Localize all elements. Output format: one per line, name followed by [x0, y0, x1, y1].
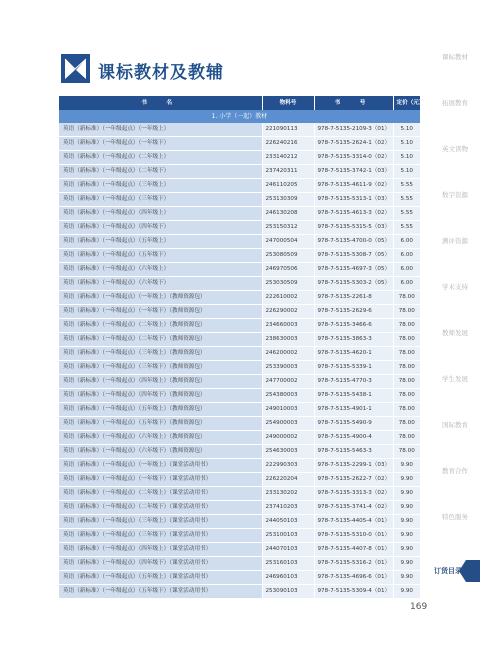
sidebar-item[interactable]: [425, 374, 480, 420]
cell-title: 英语（新标准）（一年级起点）（四年级下）（课堂活动用书）: [59, 557, 262, 571]
cell-code: 253090103: [262, 585, 314, 599]
cell-price: 78.00: [393, 305, 420, 319]
cell-title: 英语（新标准）（一年级起点）（四年级上）（课堂活动用书）: [59, 543, 262, 557]
cell-price: 9.90: [393, 515, 420, 529]
cell-code: 253130309: [262, 193, 314, 207]
sidebar-item-label: 教师发展: [442, 329, 468, 337]
cell-price: 78.00: [393, 291, 420, 305]
sidebar-item[interactable]: [425, 190, 480, 236]
cell-price: 5.10: [393, 137, 420, 151]
catalog-table: [59, 96, 425, 599]
cell-title: 英语（新标准）（一年级起点）（一年级上）: [59, 123, 262, 137]
cell-code: 238630003: [262, 333, 314, 347]
sidebar-item-label: 学生发展: [442, 375, 468, 383]
table-row: [59, 515, 420, 529]
cell-code: 246110205: [262, 179, 314, 193]
cell-code: 254630003: [262, 445, 314, 459]
cell-title: 英语（新标准）（一年级起点）（一年级下）: [59, 137, 262, 151]
cell-price: 78.00: [393, 347, 420, 361]
cell-code: 253080509: [262, 249, 314, 263]
table-row: [59, 431, 420, 445]
cell-price: 5.55: [393, 207, 420, 221]
cell-title: 英语（新标准）（一年级起点）（一年级下）（教师资源包）: [59, 305, 262, 319]
cell-price: 78.00: [393, 417, 420, 431]
table-row: [59, 543, 420, 557]
cell-isbn: 978-7-5135-4696-6（01）: [314, 571, 393, 585]
table-row: [59, 249, 420, 263]
table-row: [59, 179, 420, 193]
cell-title: 英语（新标准）（一年级起点）（四年级上）: [59, 207, 262, 221]
cell-price: 78.00: [393, 319, 420, 333]
cell-price: 5.10: [393, 151, 420, 165]
active-tab-marker: [466, 560, 480, 582]
cell-code: 222990303: [262, 459, 314, 473]
cell-price: 9.90: [393, 459, 420, 473]
sidebar-item-label: 测评资源: [442, 237, 468, 245]
cell-price: 9.90: [393, 543, 420, 557]
cell-isbn: 978-7-5135-2629-6: [314, 305, 393, 319]
table-row: [59, 403, 420, 417]
table-row: [59, 221, 420, 235]
cell-code: 246970506: [262, 263, 314, 277]
cell-isbn: 978-7-5135-2261-8: [314, 291, 393, 305]
cell-price: 78.00: [393, 361, 420, 375]
cell-price: 5.10: [393, 165, 420, 179]
cell-price: 9.90: [393, 529, 420, 543]
cell-price: 78.00: [393, 333, 420, 347]
cell-title: 英语（新标准）（一年级起点）（四年级下）: [59, 221, 262, 235]
cell-title: 英语（新标准）（一年级起点）（二年级上）（教师资源包）: [59, 319, 262, 333]
sidebar-item[interactable]: [425, 52, 480, 98]
cell-price: 78.00: [393, 445, 420, 459]
cell-title: 英语（新标准）（一年级起点）（五年级上）（教师资源包）: [59, 403, 262, 417]
cell-title: 英语（新标准）（一年级起点）（三年级下）（教师资源包）: [59, 361, 262, 375]
cell-isbn: 978-7-5135-5313-1（03）: [314, 193, 393, 207]
cell-code: 244050103: [262, 515, 314, 529]
cell-isbn: 978-7-5135-4901-1: [314, 403, 393, 417]
cell-code: 221090113: [262, 123, 314, 137]
cell-isbn: 978-7-5135-4407-8（01）: [314, 543, 393, 557]
cell-title: 英语（新标准）（一年级起点）（三年级下）: [59, 193, 262, 207]
sidebar-item-label: 数字资源: [442, 191, 468, 199]
sidebar-item-label: 教育合作: [442, 467, 468, 475]
cell-price: 9.90: [393, 473, 420, 487]
col-header-code: 物料号: [262, 96, 314, 110]
table-row: [59, 165, 420, 179]
cell-title: 英语（新标准）（一年级起点）（六年级上）: [59, 263, 262, 277]
cell-isbn: 978-7-5135-5309-4（01）: [314, 585, 393, 599]
sidebar-nav: [425, 52, 480, 604]
table-row: [59, 361, 420, 375]
cell-title: 英语（新标准）（一年级起点）（六年级下）: [59, 277, 262, 291]
cell-code: 233140212: [262, 151, 314, 165]
cell-title: 英语（新标准）（一年级起点）（二年级上）: [59, 151, 262, 165]
cell-title: 英语（新标准）（一年级起点）（一年级下）（课堂活动用书）: [59, 473, 262, 487]
cell-price: 78.00: [393, 389, 420, 403]
cell-isbn: 978-7-5135-4700-0（05）: [314, 235, 393, 249]
table-row: [59, 585, 420, 599]
cell-code: 247700002: [262, 375, 314, 389]
book-logo-icon: [61, 54, 90, 83]
cell-price: 5.10: [393, 123, 420, 137]
cell-code: 249010003: [262, 403, 314, 417]
cell-title: 英语（新标准）（一年级起点）（五年级下）（课堂活动用书）: [59, 585, 262, 599]
cell-code: 237420311: [262, 165, 314, 179]
sidebar-item-label: 特色服务: [442, 513, 468, 521]
sidebar-item[interactable]: [425, 144, 480, 190]
sidebar-item-label: 订货目录: [434, 567, 462, 575]
table-row: [59, 151, 420, 165]
section-title: 1. 小学（一起）教材: [59, 110, 420, 123]
table-row: [59, 375, 420, 389]
cell-price: 5.55: [393, 179, 420, 193]
cell-title: 英语（新标准）（一年级起点）（三年级上）: [59, 179, 262, 193]
page-title: 课标教材及教辅: [98, 63, 224, 83]
cell-isbn: 978-7-5135-5438-1: [314, 389, 393, 403]
cell-title: 英语（新标准）（一年级起点）（一年级上）（课堂活动用书）: [59, 459, 262, 473]
cell-title: 英语（新标准）（一年级起点）（五年级上）: [59, 235, 262, 249]
cell-isbn: 978-7-5135-5490-9: [314, 417, 393, 431]
cell-price: 9.90: [393, 585, 420, 599]
cell-isbn: 978-7-5135-5303-2（05）: [314, 277, 393, 291]
cell-code: 234660003: [262, 319, 314, 333]
table-row: [59, 347, 420, 361]
table-row: [59, 417, 420, 431]
sidebar-item[interactable]: [425, 466, 480, 512]
cell-code: 237410203: [262, 501, 314, 515]
col-header-title: 书 名: [59, 96, 262, 110]
table-row: [59, 319, 420, 333]
cell-isbn: 978-7-5135-3742-1（03）: [314, 165, 393, 179]
table-row: [59, 207, 420, 221]
table-row: [59, 501, 420, 515]
cell-code: 244070103: [262, 543, 314, 557]
cell-code: 254380003: [262, 389, 314, 403]
cell-title: 英语（新标准）（一年级起点）（一年级上）（教师资源包）: [59, 291, 262, 305]
cell-price: 9.90: [393, 501, 420, 515]
cell-title: 英语（新标准）（一年级起点）（五年级下）（教师资源包）: [59, 417, 262, 431]
cell-isbn: 978-7-5135-3863-3: [314, 333, 393, 347]
sidebar-item-label: 英文读物: [442, 145, 468, 153]
sidebar-item-label: 学术支持: [442, 283, 468, 291]
col-header-isbn: 书 号: [314, 96, 393, 110]
cell-code: 249000002: [262, 431, 314, 445]
table-row: [59, 557, 420, 571]
cell-code: 226240216: [262, 137, 314, 151]
cell-isbn: 978-7-5135-4613-3（02）: [314, 207, 393, 221]
cell-code: 226220204: [262, 473, 314, 487]
cell-isbn: 978-7-5135-2624-1（02）: [314, 137, 393, 151]
cell-code: 253150312: [262, 221, 314, 235]
cell-title: 英语（新标准）（一年级起点）（二年级上）（课堂活动用书）: [59, 487, 262, 501]
cell-price: 6.00: [393, 277, 420, 291]
sidebar-item[interactable]: [425, 282, 480, 328]
cell-code: 253030509: [262, 277, 314, 291]
table-row: [59, 389, 420, 403]
cell-price: 6.00: [393, 249, 420, 263]
cell-title: 英语（新标准）（一年级起点）（五年级上）（课堂活动用书）: [59, 571, 262, 585]
cell-title: 英语（新标准）（一年级起点）（五年级下）: [59, 249, 262, 263]
cell-price: 9.90: [393, 557, 420, 571]
table-header: [59, 96, 420, 110]
table-row: [59, 193, 420, 207]
cell-isbn: 978-7-5135-5339-1: [314, 361, 393, 375]
cell-code: 253160103: [262, 557, 314, 571]
cell-code: 226290002: [262, 305, 314, 319]
cell-code: 246960103: [262, 571, 314, 585]
cell-code: 233130202: [262, 487, 314, 501]
cell-title: 英语（新标准）（一年级起点）（六年级下）（教师资源包）: [59, 445, 262, 459]
cell-title: 英语（新标准）（一年级起点）（四年级上）（教师资源包）: [59, 375, 262, 389]
cell-price: 78.00: [393, 403, 420, 417]
cell-code: 246130208: [262, 207, 314, 221]
cell-isbn: 978-7-5135-3314-0（02）: [314, 151, 393, 165]
cell-title: 英语（新标准）（一年级起点）（三年级上）（课堂活动用书）: [59, 515, 262, 529]
cell-title: 英语（新标准）（一年级起点）（六年级上）（教师资源包）: [59, 431, 262, 445]
cell-price: 78.00: [393, 375, 420, 389]
cell-price: 9.90: [393, 487, 420, 501]
table-row: [59, 123, 420, 137]
table-row: [59, 333, 420, 347]
cell-isbn: 978-7-5135-4405-4（01）: [314, 515, 393, 529]
col-header-price: 定价（元）: [393, 96, 420, 110]
cell-title: 英语（新标准）（一年级起点）（三年级上）（教师资源包）: [59, 347, 262, 361]
sidebar-item[interactable]: [425, 512, 480, 558]
table-row: [59, 263, 420, 277]
sidebar-item[interactable]: [425, 98, 480, 144]
cell-price: 6.00: [393, 235, 420, 249]
cell-code: 246200002: [262, 347, 314, 361]
cell-title: 英语（新标准）（一年级起点）（二年级下）（教师资源包）: [59, 333, 262, 347]
cell-code: 253390003: [262, 361, 314, 375]
table-row: [59, 473, 420, 487]
table-row: [59, 529, 420, 543]
cell-isbn: 978-7-5135-5310-0（01）: [314, 529, 393, 543]
cell-isbn: 978-7-5135-4900-4: [314, 431, 393, 445]
cell-price: 78.00: [393, 431, 420, 445]
cell-isbn: 978-7-5135-4697-3（05）: [314, 263, 393, 277]
sidebar-item-label: 国际教育: [442, 421, 468, 429]
cell-isbn: 978-7-5135-4770-3: [314, 375, 393, 389]
cell-isbn: 978-7-5135-3741-4（02）: [314, 501, 393, 515]
cell-isbn: 978-7-5135-3466-6: [314, 319, 393, 333]
table-row: [59, 445, 420, 459]
cell-price: 9.90: [393, 571, 420, 585]
cell-title: 英语（新标准）（一年级起点）（二年级下）: [59, 165, 262, 179]
table-row: [59, 235, 420, 249]
cell-isbn: 978-7-5135-5308-7（05）: [314, 249, 393, 263]
cell-code: 247000504: [262, 235, 314, 249]
table-row: [59, 305, 420, 319]
sidebar-item[interactable]: [425, 558, 480, 604]
section-header: [59, 110, 420, 123]
cell-isbn: 978-7-5135-4620-1: [314, 347, 393, 361]
cell-title: 英语（新标准）（一年级起点）（四年级下）（教师资源包）: [59, 389, 262, 403]
sidebar-item[interactable]: [425, 420, 480, 466]
cell-isbn: 978-7-5135-4611-9（02）: [314, 179, 393, 193]
table-row: [59, 459, 420, 473]
table-row: [59, 277, 420, 291]
cell-price: 5.55: [393, 221, 420, 235]
cell-title: 英语（新标准）（一年级起点）（二年级下）（课堂活动用书）: [59, 501, 262, 515]
sidebar-item-label: 拓展教育: [442, 99, 468, 107]
cell-isbn: 978-7-5135-5315-5（03）: [314, 221, 393, 235]
table-row: [59, 137, 420, 151]
table-row: [59, 487, 420, 501]
cell-price: 5.55: [393, 193, 420, 207]
sidebar-item[interactable]: [425, 328, 480, 374]
cell-isbn: 978-7-5135-2299-1（03）: [314, 459, 393, 473]
cell-code: 222610002: [262, 291, 314, 305]
cell-price: 6.00: [393, 263, 420, 277]
table-row: [59, 291, 420, 305]
table-row: [59, 571, 420, 585]
cell-code: 253100103: [262, 529, 314, 543]
page-number: 169: [410, 602, 428, 612]
cell-title: 英语（新标准）（一年级起点）（三年级下）（课堂活动用书）: [59, 529, 262, 543]
cell-isbn: 978-7-5135-3313-3（02）: [314, 487, 393, 501]
sidebar-item[interactable]: [425, 236, 480, 282]
cell-code: 254900003: [262, 417, 314, 431]
cell-isbn: 978-7-5135-2109-3（01）: [314, 123, 393, 137]
cell-isbn: 978-7-5135-2622-7（02）: [314, 473, 393, 487]
cell-isbn: 978-7-5135-5463-3: [314, 445, 393, 459]
cell-isbn: 978-7-5135-5316-2（01）: [314, 557, 393, 571]
sidebar-item-label: 课标教材: [442, 53, 468, 61]
